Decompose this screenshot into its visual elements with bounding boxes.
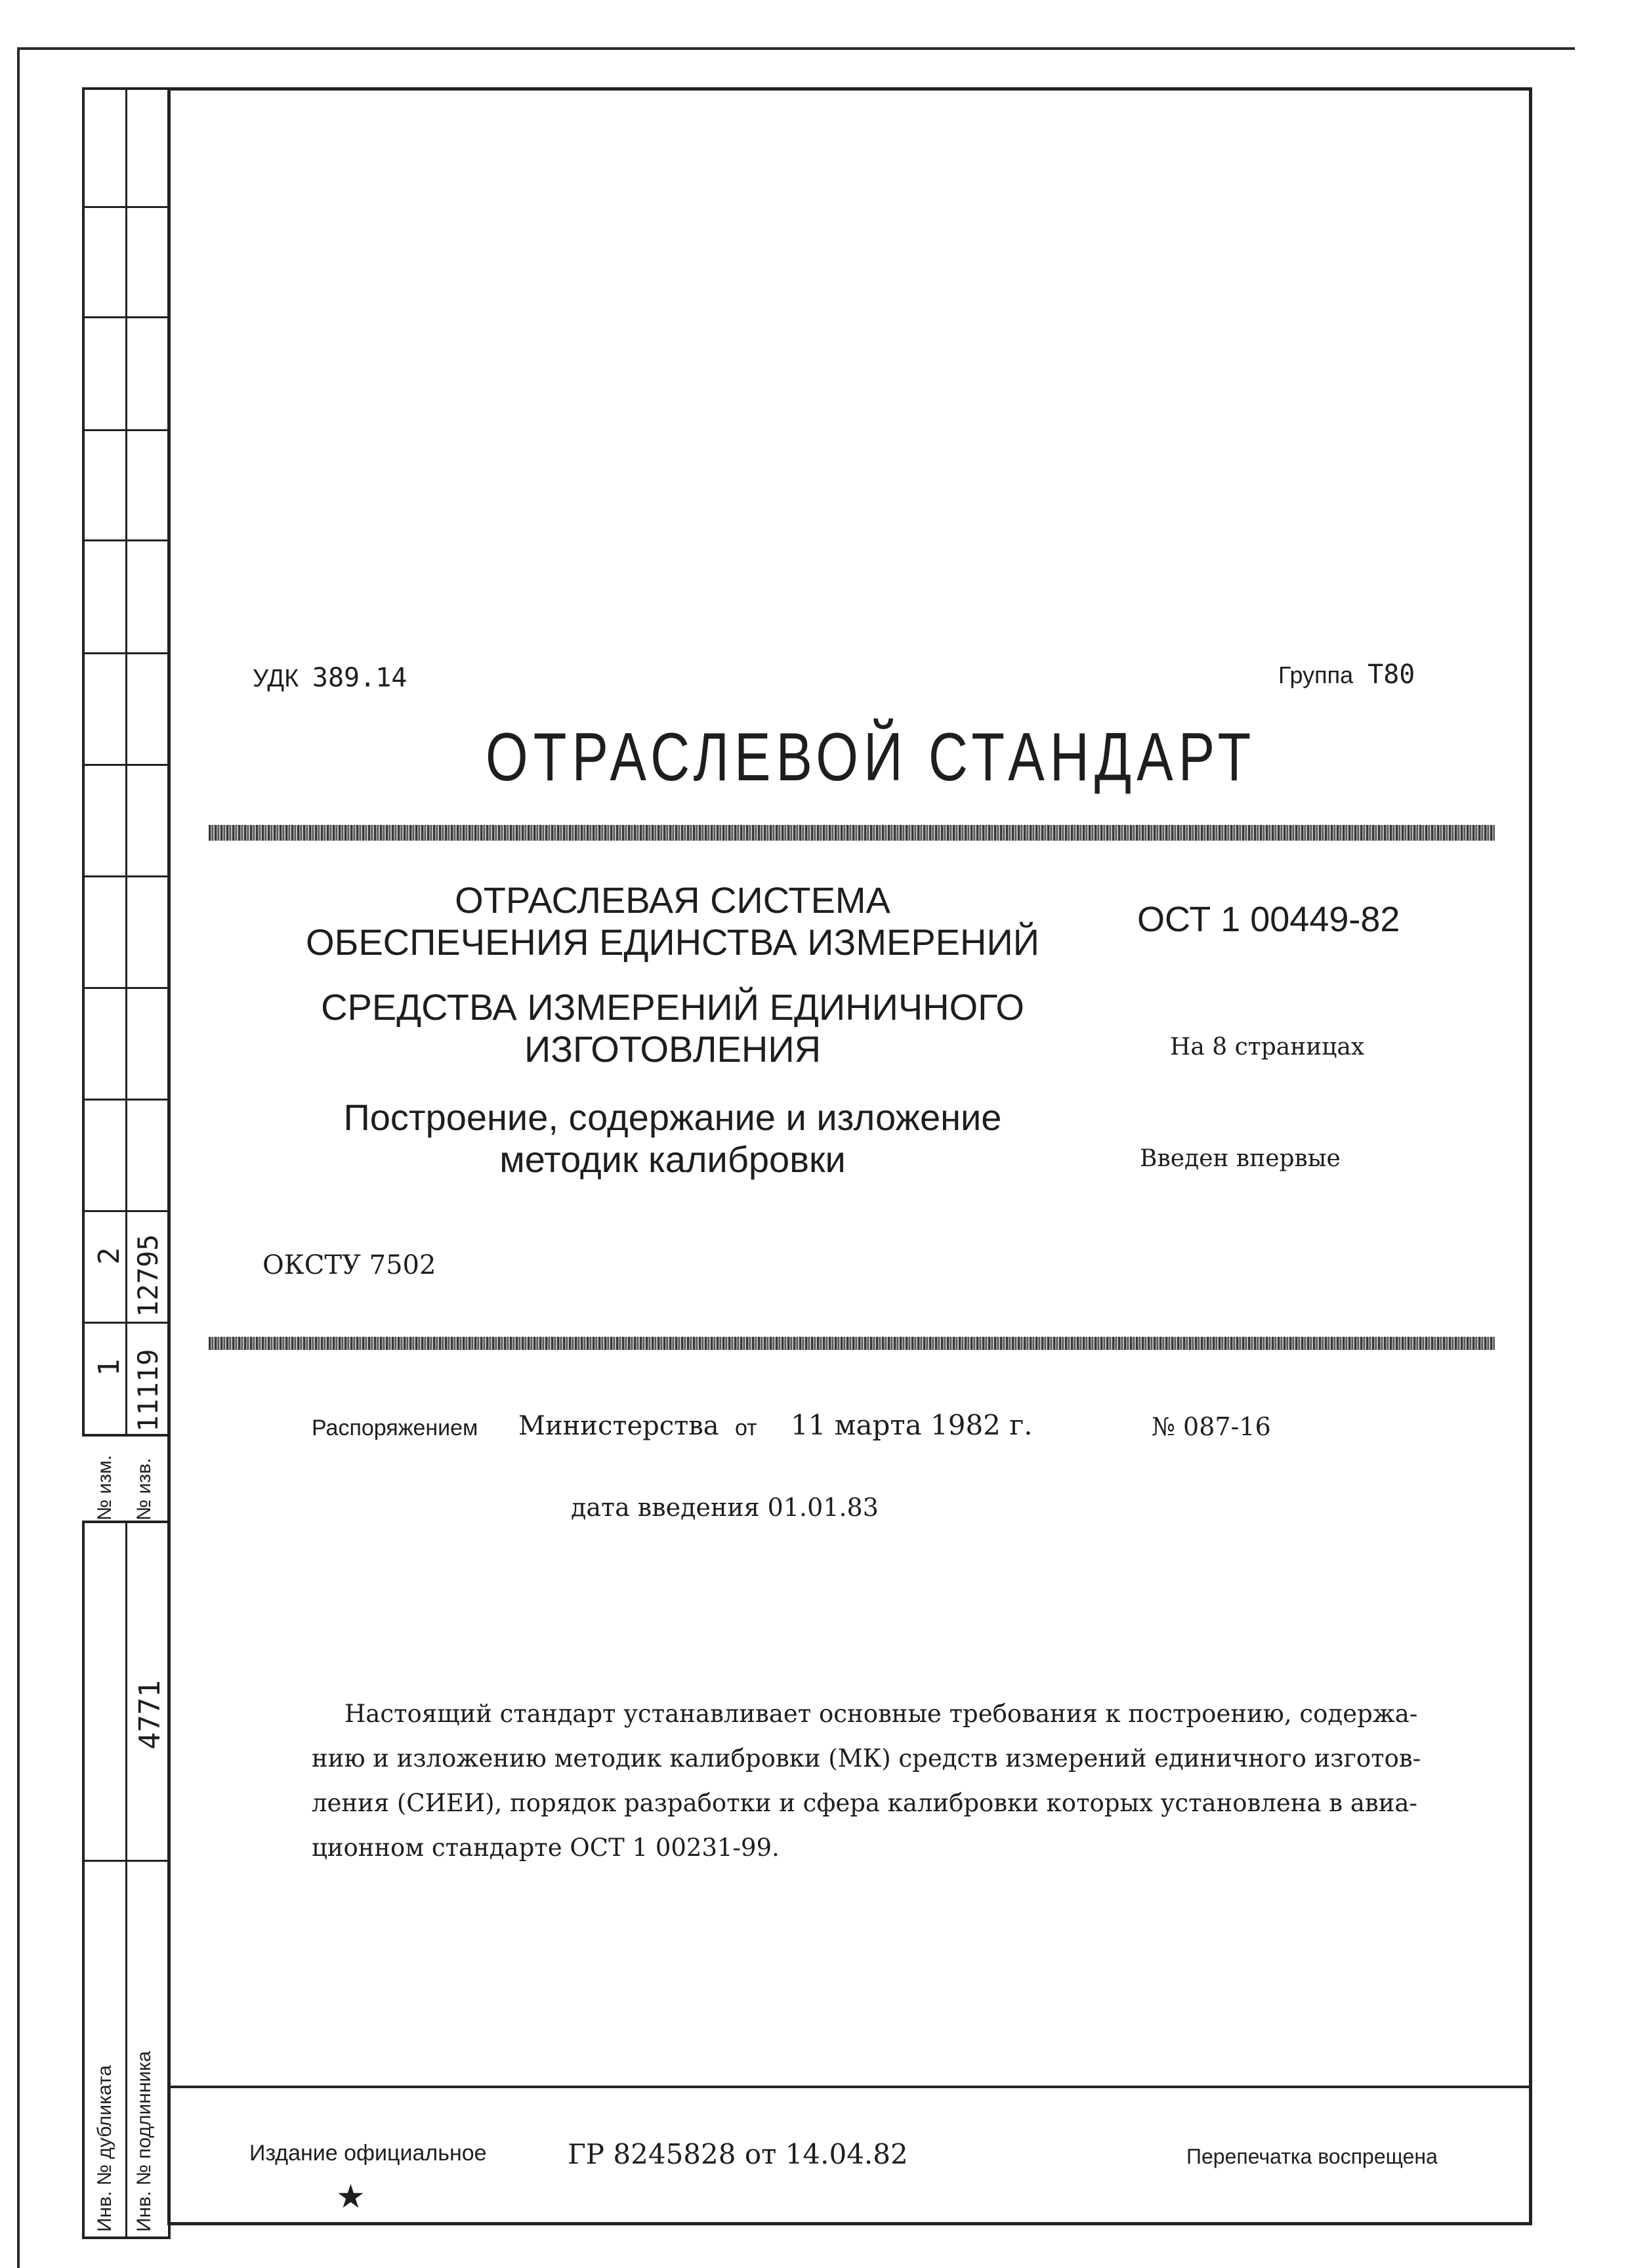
title-block: [262, 879, 1083, 1181]
udk-code: [253, 663, 407, 693]
duplicate-inventory-label: Инв. № дубликата: [94, 2065, 115, 2232]
title-line-1: ОТРАСЛЕВАЯ СИСТЕМА: [455, 879, 890, 921]
title-line-6: методик калибровки: [499, 1139, 846, 1180]
mid-band: [209, 1337, 1495, 1350]
change-number-1: 1: [93, 1358, 126, 1376]
decree-label: Распоряжением: [312, 1416, 478, 1440]
original-inventory-number: 4771: [133, 1680, 167, 1750]
inventory-table: [82, 1521, 171, 2239]
body-line-4: ционном стандарте ОСТ 1 00231-99.: [312, 1834, 780, 1862]
body-line-1: Настоящий стандарт устанавливает основные требования к построению, содержа-: [344, 1700, 1418, 1728]
pages-note: На 8 страницах: [1170, 1034, 1365, 1060]
title-line-4: ИЗГОТОВЛЕНИЯ: [524, 1028, 822, 1070]
footer-divider: [167, 2086, 1532, 2088]
udk-value: 389.14: [312, 663, 407, 693]
heading-band: [209, 825, 1495, 841]
title-line-5: Построение, содержание и изложение: [343, 1097, 1002, 1138]
title-line-3: СРЕДСТВА ИЗМЕРЕНИЙ ЕДИНИЧНОГО: [321, 986, 1024, 1028]
official-edition: Издание официальное: [249, 2141, 487, 2166]
notice-number-2: 12795: [132, 1234, 164, 1317]
change-number-2: 2: [93, 1247, 126, 1265]
body-paragraph: [312, 1692, 1480, 1870]
reprint-notice: Перепечатка воспрещена: [1186, 2145, 1438, 2168]
group-label: Группа: [1278, 662, 1354, 688]
decree-from: от: [735, 1416, 757, 1440]
introduction-date: дата введения 01.01.83: [571, 1493, 879, 1522]
registration-number: ГР 8245828 от 14.04.82: [568, 2138, 908, 2170]
original-inventory-label: Инв. № подлинника: [133, 2051, 155, 2232]
body-line-3: ления (СИЕИ), порядок разработки и сфера калибровки которых установлена в авиа-: [312, 1789, 1417, 1817]
group-value: Т80: [1367, 660, 1415, 690]
notice-no-label: № изв.: [133, 1458, 155, 1521]
decree-ministry: Министерства: [518, 1411, 719, 1441]
udk-label: УДК: [253, 665, 299, 692]
standard-type-heading: ОТРАСЛЕВОЙ СТАНДАРТ: [486, 719, 1257, 795]
oksu-code: ОКСТУ 7502: [262, 1250, 436, 1280]
star-mark: ★: [336, 2177, 365, 2216]
notice-number-1: 11119: [132, 1349, 164, 1432]
decree-date: 11 марта 1982 г.: [791, 1409, 1033, 1441]
standard-designation: ОСТ 1 00449-82: [1137, 900, 1400, 939]
classification-group: [1278, 660, 1415, 690]
decree-number: № 087-16: [1152, 1412, 1271, 1441]
first-introduction-note: Введен впервые: [1140, 1145, 1341, 1172]
change-no-label: № изм.: [94, 1455, 115, 1521]
change-log-table: [82, 87, 171, 1521]
title-line-2: ОБЕСПЕЧЕНИЯ ЕДИНСТВА ИЗМЕРЕНИЙ: [306, 921, 1039, 963]
body-line-2: нию и изложению методик калибровки (МК) средств измерений единичного изготов-: [312, 1744, 1421, 1773]
